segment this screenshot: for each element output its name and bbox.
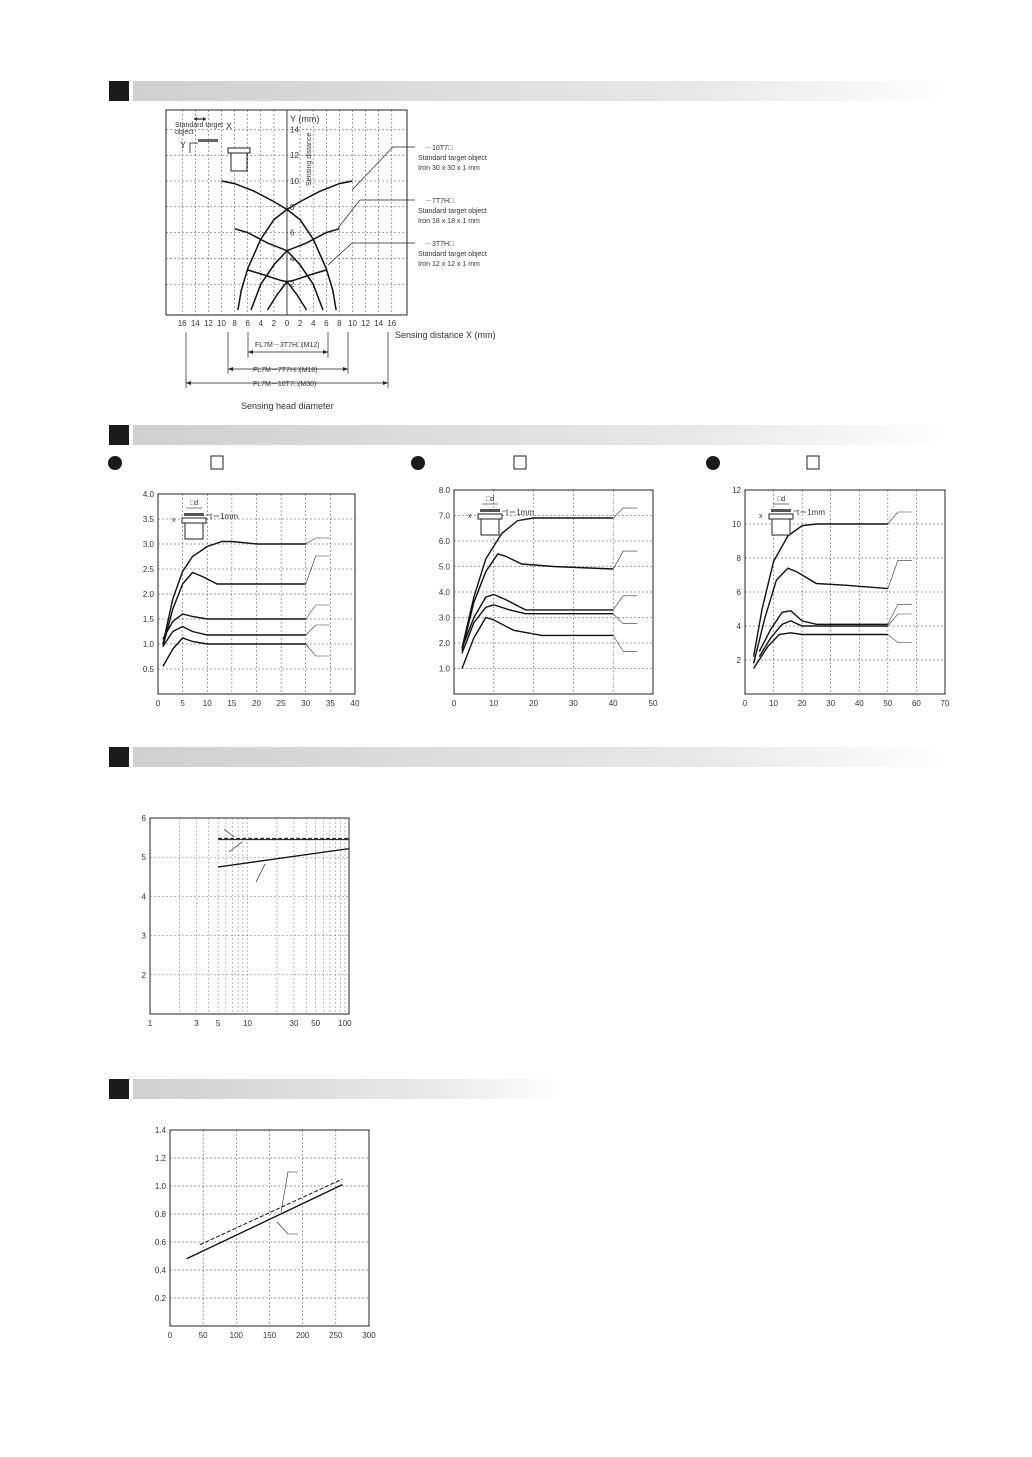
y-tick-label: 14 [290,125,299,135]
series-line-3 [759,621,888,657]
y-tick-label: 3.0 [438,613,450,623]
x-tick-label: 6 [324,319,329,328]
inset-x-label: x [759,513,763,520]
y-tick-label: 6 [736,588,741,597]
x-tick-label: 14 [374,319,384,328]
y-tick-label: 8 [736,554,741,563]
leader-line [613,635,637,651]
log-chart [142,814,353,1028]
y-tick-label: 0.6 [154,1238,166,1247]
inset-t-label: t＝1mm [210,512,238,521]
caption-head-diameter: Sensing head diameter [241,401,334,411]
x-tick-label: 8 [232,319,237,328]
y-tick-label: 0.2 [154,1294,166,1303]
y-tick-label: 4 [141,892,146,902]
x-tick-label: 6 [245,319,250,328]
x-tick-label: 35 [325,699,335,708]
sensor-inset [175,117,250,171]
inset-x-label: x [468,513,472,520]
y-axis-title: Y (mm) [290,114,320,124]
x-tick-label: 70 [940,699,950,708]
box-icon [807,456,819,469]
x-tick-label: 50 [198,1331,208,1340]
y-tick-label: 4.0 [142,490,154,499]
series-line-2 [462,595,613,649]
sensing-area-chart [166,110,496,411]
y-tick-label: 10 [732,520,741,529]
x-tick-label: 0 [155,699,161,708]
x-tick-label: 50 [883,699,893,708]
target-plate [480,509,500,512]
bullet-icon [108,456,122,470]
x-tick-label: 2 [297,319,303,328]
y-tick-label: 2 [141,970,146,980]
leader-line [338,200,415,228]
y-tick-label: 6.0 [438,537,450,546]
target-plate [198,139,218,142]
x-tick-label: 4 [258,319,264,328]
x-tick-label: 1 [147,1019,153,1028]
x-tick-label: 14 [190,319,200,328]
x-tick-label: 30 [289,1019,299,1028]
sensor-body-icon [772,519,790,535]
y-tick-label: 8 [290,202,295,212]
y-tick-label: 2 [736,656,741,665]
y-tick-label: 4 [290,254,295,264]
y-tick-label: 6 [141,814,146,823]
x-tick-label: 20 [252,699,261,708]
y-tick-label: 1.4 [154,1126,166,1135]
inset-x-label: X [226,121,233,131]
inset-d-label: □d [486,496,495,503]
inset-t-label: t＝1mm [797,508,825,517]
y-tick-label: 3 [141,931,146,941]
series-3T7H-line [248,270,307,310]
x-tick-label: 16 [387,319,397,328]
box-icon [211,456,223,469]
arrow-head-icon [343,367,348,371]
annotation-7t7h-model: －7T7H□ [425,198,454,205]
inset-d-label: □d [777,496,786,503]
leader-line [613,551,637,569]
x-tick-label: 3 [194,1019,199,1028]
arrow-head-icon [323,350,328,354]
y-tick-label: 8.0 [438,486,450,495]
arrow-head-icon [203,117,206,121]
y-tick-label: 7.0 [438,511,450,521]
leader-line [888,561,912,589]
leader-line [888,635,912,643]
inset-y-label: Y [180,140,187,150]
target-inset [759,496,825,535]
y-tick-label: 12 [732,486,741,495]
target-plate [771,509,791,512]
x-tick-label: 30 [568,699,578,708]
subheader-c [706,456,819,470]
x-tick-label: 40 [854,699,864,708]
annotation-7t7h-line1: Standard target object [418,208,487,215]
series-line-0 [200,1179,343,1245]
x-tick-label: 200 [295,1331,310,1340]
x-tick-label: 12 [203,319,213,328]
plot-frame [150,818,349,1014]
y-tick-label: 3.0 [142,540,154,549]
leader-line [306,538,330,544]
y-tick-label: 1.2 [154,1154,166,1163]
y-tick-label: 4 [736,622,741,631]
box-icon [514,456,526,469]
x-tick-label: 5 [180,699,185,708]
x-tick-label: 40 [608,699,618,708]
x-axis-label: Sensing distance X (mm) [395,330,496,340]
y-tick-label: 3.5 [142,515,154,524]
y-tick-label: 4.0 [438,588,450,597]
leader-line [328,243,415,265]
x-tick-label: 10 [217,319,226,328]
x-tick-label: 300 [362,1331,376,1340]
leader-line [306,625,330,635]
x-tick-label: 20 [529,699,539,708]
x-tick-label: 150 [262,1331,277,1340]
inset-d-label: □d [190,500,199,507]
target-label-line2: object [175,129,194,136]
y-tick-label: 2.0 [142,590,154,599]
arrow-head-icon [186,381,191,385]
y-tick-label: 1.0 [142,640,154,649]
series-line-2 [759,611,888,652]
leader-line [256,864,265,882]
leader-line [352,147,415,190]
sensor-cap-icon [478,514,502,519]
dimension-lines [186,332,388,411]
series-line-3 [462,605,613,653]
subheader-b [411,456,526,470]
x-tick-label: 40 [350,699,360,708]
x-tick-label: 60 [911,699,921,708]
leader-line [613,614,637,624]
x-tick-label: 100 [338,1019,352,1028]
series-3T7H-line [267,270,326,310]
x-tick-label: 30 [826,699,836,708]
x-tick-label: 10 [243,1019,252,1028]
x-tick-label: 10 [348,319,357,328]
series-10T7-line [238,181,353,310]
arrow-head-icon [228,367,233,371]
target-inset [172,500,238,539]
leader-line [277,1222,298,1234]
sensor-cap-icon [182,518,206,523]
series-line-4 [163,638,306,667]
target-inset [468,496,534,535]
dim-label-m18: FL7M－7T7H□(M18) [253,367,318,374]
annotation-3t7h-line2: Iron 12 x 12 x 1 mm [418,261,480,268]
target-plate [184,513,204,516]
target-label-line1: Standard target [175,122,224,129]
y-tick-label: 2 [290,280,295,290]
y-tick-label: 1.0 [154,1182,166,1191]
size-chart-b [439,486,658,708]
x-tick-label: 0 [167,1331,173,1340]
sensor-body-icon [481,519,499,535]
arrow-head-icon [248,350,253,354]
y-tick-label: 1.0 [438,664,450,674]
bullet-icon [706,456,720,470]
leader-line [613,508,637,518]
y-tick-label: 2.0 [438,639,450,648]
sensor-body-icon [185,523,203,539]
x-tick-label: 30 [301,699,311,708]
y-tick-label: 5.0 [438,562,450,572]
leader-line [306,556,330,584]
x-tick-label: 10 [769,699,779,708]
x-tick-label: 10 [489,699,499,708]
y-tick-label: 0.4 [154,1266,166,1275]
leader-line [888,614,912,626]
x-tick-label: 50 [311,1019,321,1028]
bullet-icon [411,456,425,470]
y-tick-label: 2.5 [142,565,154,574]
annotation-3t7h-line1: Standard target object [418,251,487,258]
y-tick-label: 5 [141,853,146,863]
inset-t-label: t＝1mm [506,508,534,517]
linear-chart [155,1126,376,1340]
annotation-3t7h-model: －3T7H□ [425,241,454,248]
arrow-head-icon [383,381,388,385]
x-tick-label: 12 [361,319,371,328]
series-line-0 [462,518,613,648]
x-tick-label: 15 [227,699,237,708]
y-tick-label: 1.5 [142,615,154,624]
series-line-1 [187,1185,343,1259]
x-tick-label: 5 [215,1019,221,1028]
y-tick-label: 0.5 [142,665,154,674]
x-tick-label: 25 [276,699,286,708]
leader-line [888,512,912,524]
inset-x-label: x [172,517,176,524]
dim-label-m12: FL7M－3T7H□(M12) [255,342,320,349]
annotation-10t7-model: －10T7□ [425,145,453,152]
subheader-a [108,456,223,470]
y-tick-label: 12 [290,151,299,161]
sensor-cap-icon [769,514,793,519]
x-tick-label: 0 [284,319,290,328]
leader-line [613,596,637,610]
arrow-head-icon [194,117,197,121]
x-tick-label: 10 [202,699,212,708]
x-tick-label: 16 [177,319,187,328]
dim-label-m30: FL7M－10T7□(M30) [253,381,317,388]
y-tick-label: 0.8 [154,1210,166,1219]
leader-line [306,644,330,656]
sensor-body-icon [231,153,247,171]
size-chart-a [143,490,360,708]
series-10T7-line [222,181,337,310]
x-tick-label: 0 [451,699,457,708]
series-line-0 [163,542,306,645]
annotation-7t7h-line2: Iron 18 x 18 x 1 mm [418,218,480,225]
x-tick-label: 20 [797,699,807,708]
x-tick-label: 50 [648,699,658,708]
y-axis-vertical-label: Sensing distance [306,132,313,186]
y-tick-label: 10 [290,177,299,186]
x-tick-label: 100 [229,1331,244,1340]
leader-line [306,605,330,619]
x-tick-label: 8 [337,319,342,328]
series-line-2 [218,849,349,867]
x-tick-label: 250 [329,1331,343,1340]
annotation-10t7-line1: Standard target object [418,155,487,162]
x-tick-label: 2 [271,319,277,328]
x-tick-label: 4 [310,319,316,328]
sensor-cap-icon [228,148,250,153]
size-chart-c [732,486,950,708]
leader-line [229,842,242,852]
x-tick-label: 0 [742,699,748,708]
annotation-10t7-line2: Iron 30 x 30 x 1 mm [418,165,480,172]
y-tick-label: 6 [290,228,295,238]
